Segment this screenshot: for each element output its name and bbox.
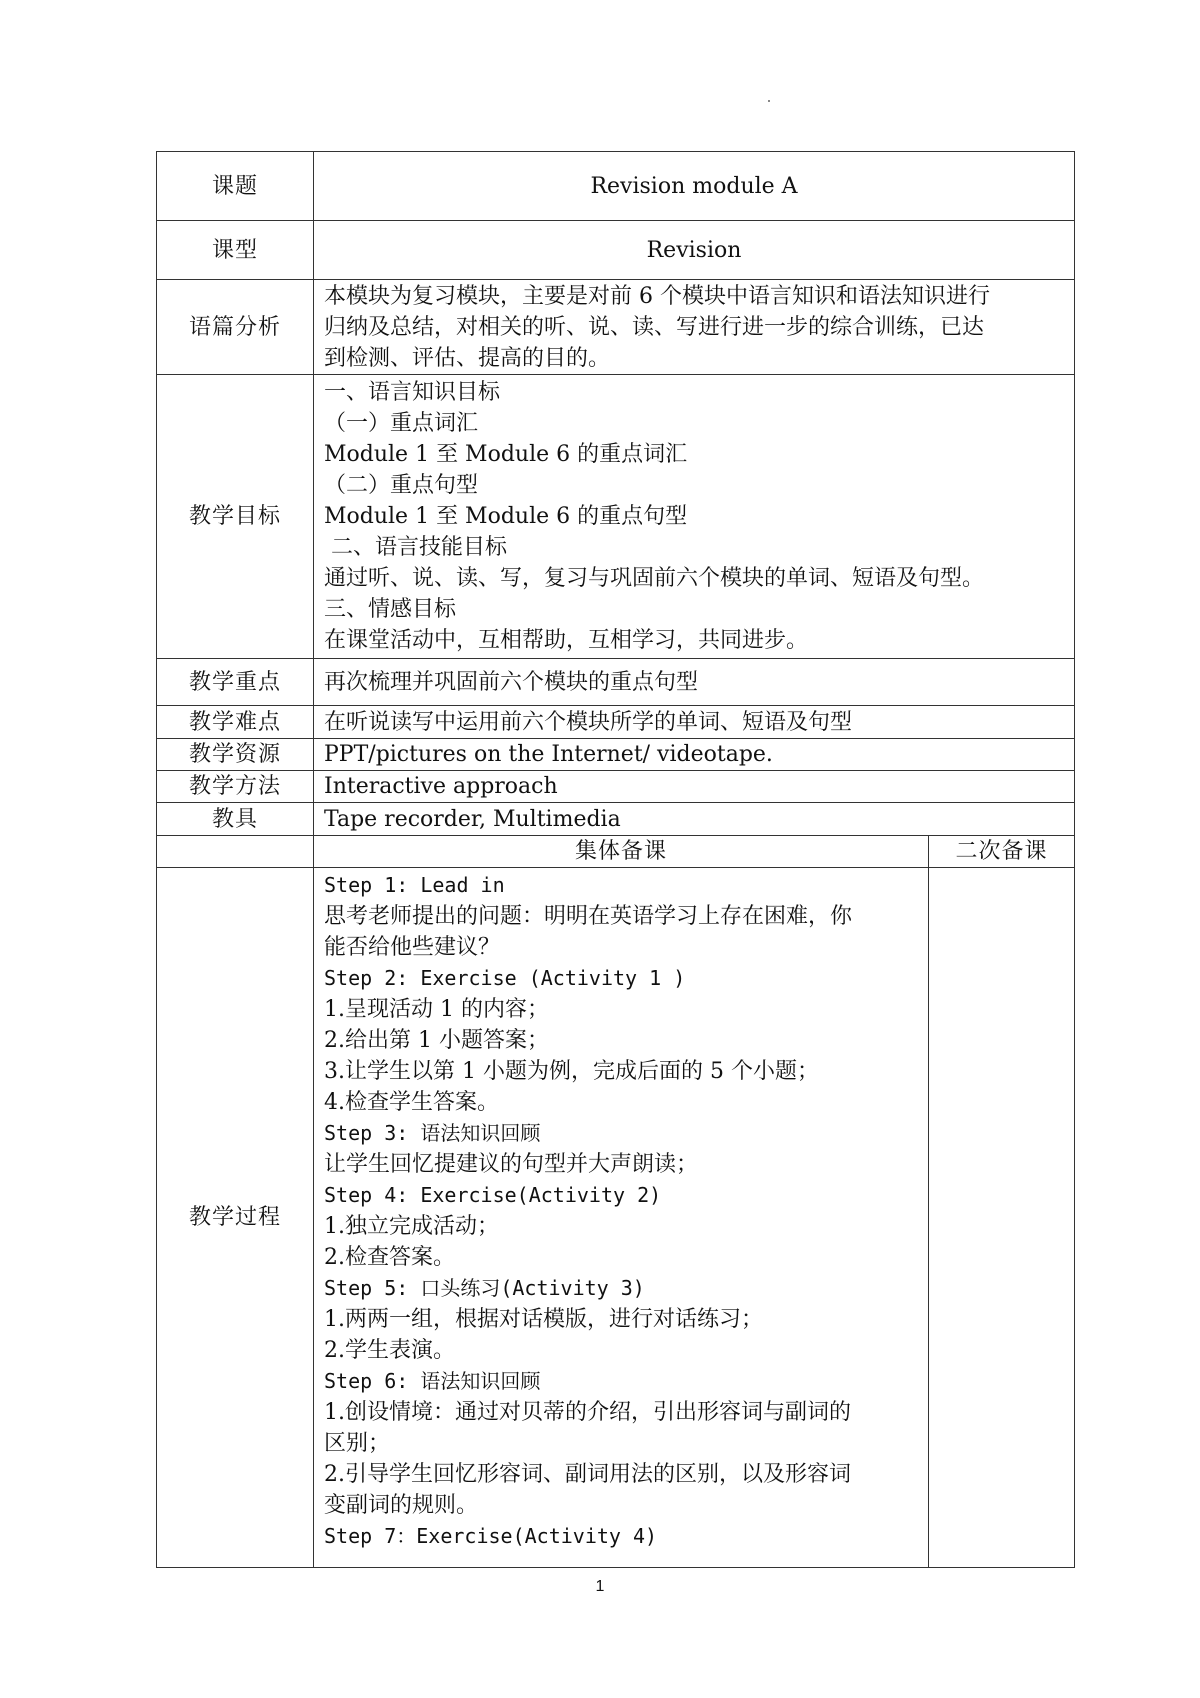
process-line: Step 1: Lead in xyxy=(324,873,505,897)
process-line: Step 3: 语法知识回顾 xyxy=(324,1121,541,1145)
objective-line: Module 1 至 Module 6 的重点词汇 xyxy=(324,442,688,467)
objective-line: 三、情感目标 xyxy=(324,597,457,622)
title-label: 课题 xyxy=(157,152,314,221)
process-line: 1.创设情境：通过对贝蒂的介绍，引出形容词与副词的 xyxy=(324,1400,851,1425)
process-line: 2.给出第 1 小题答案； xyxy=(324,1028,549,1053)
resources-label: 教学资源 xyxy=(157,739,314,771)
objective-line: Module 1 至 Module 6 的重点句型 xyxy=(324,504,688,529)
row-aids xyxy=(157,803,1075,836)
analysis-text xyxy=(314,280,1075,375)
aids-label: 教具 xyxy=(157,803,314,836)
lesson-plan-table xyxy=(156,151,1075,1568)
row-prep-header xyxy=(157,836,1075,868)
key-points-label: 教学重点 xyxy=(157,659,314,706)
analysis-line: 归纳及总结，对相关的听、说、读、写进行进一步的综合训练，已达 xyxy=(324,314,985,340)
process-line: 让学生回忆提建议的句型并大声朗读； xyxy=(324,1152,699,1177)
row-analysis xyxy=(157,280,1075,375)
row-methods xyxy=(157,771,1075,803)
prep-header-blank xyxy=(157,836,314,868)
page-number: 1 xyxy=(595,1578,605,1595)
row-type xyxy=(157,221,1075,280)
difficulties-label: 教学难点 xyxy=(157,706,314,739)
row-title xyxy=(157,152,1075,221)
objectives-text xyxy=(314,375,1075,659)
aids-value: Tape recorder, Multimedia xyxy=(314,803,1075,836)
objectives-label: 教学目标 xyxy=(157,375,314,659)
row-objectives xyxy=(157,375,1075,659)
process-line: 2.学生表演。 xyxy=(324,1338,455,1363)
process-line: Step 2: Exercise (Activity 1 ) xyxy=(324,966,686,990)
secondary-prep-header: 二次备课 xyxy=(929,836,1075,868)
row-difficulties xyxy=(157,706,1075,739)
process-line: Step 6: 语法知识回顾 xyxy=(324,1369,541,1393)
process-line: 区别； xyxy=(324,1431,391,1456)
process-line: 变副词的规则。 xyxy=(324,1493,479,1518)
process-line: 2.引导学生回忆形容词、副词用法的区别，以及形容词 xyxy=(324,1462,851,1487)
process-line: 4.检查学生答案。 xyxy=(324,1090,499,1115)
process-line: 3.让学生以第 1 小题为例，完成后面的 5 个小题； xyxy=(324,1059,819,1084)
resources-value: PPT/pictures on the Internet/ videotape. xyxy=(314,739,1075,771)
secondary-prep-cell xyxy=(929,868,1075,1568)
objective-line: （二）重点句型 xyxy=(324,473,479,498)
process-line: Step 4: Exercise(Activity 2) xyxy=(324,1183,662,1207)
row-key-points xyxy=(157,659,1075,706)
process-line: 2.检查答案。 xyxy=(324,1245,455,1270)
process-label: 教学过程 xyxy=(157,868,314,1568)
difficulties-value: 在听说读写中运用前六个模块所学的单词、短语及句型 xyxy=(314,706,1075,739)
process-line: 1.呈现活动 1 的内容； xyxy=(324,997,549,1022)
process-line: Step 5: 口头练习(Activity 3) xyxy=(324,1276,645,1300)
process-line: 1.两两一组，根据对话模版，进行对话练习； xyxy=(324,1307,763,1332)
objective-line: 通过听、说、读、写，复习与巩固前六个模块的单词、短语及句型。 xyxy=(324,566,985,591)
objective-line: （一）重点词汇 xyxy=(324,411,479,436)
analysis-line: 本模块为复习模块，主要是对前 6 个模块中语言知识和语法知识进行 xyxy=(324,283,990,309)
objective-line: 二、语言技能目标 xyxy=(324,535,507,560)
process-steps xyxy=(314,868,929,1568)
title-value: Revision module A xyxy=(314,152,1075,221)
collective-prep-header: 集体备课 xyxy=(314,836,929,868)
methods-value: Interactive approach xyxy=(314,771,1075,803)
objective-line: 一、语言知识目标 xyxy=(324,380,501,405)
row-process xyxy=(157,868,1075,1568)
process-line: Step 7：Exercise(Activity 4) xyxy=(324,1524,658,1548)
process-line: 1.独立完成活动； xyxy=(324,1214,499,1239)
row-resources xyxy=(157,739,1075,771)
scan-dot xyxy=(768,100,770,102)
key-points-value: 再次梳理并巩固前六个模块的重点句型 xyxy=(314,659,1075,706)
analysis-label: 语篇分析 xyxy=(157,280,314,375)
type-label: 课型 xyxy=(157,221,314,280)
analysis-line: 到检测、评估、提高的目的。 xyxy=(324,345,611,371)
process-line: 能否给他些建议？ xyxy=(324,935,501,960)
objective-line: 在课堂活动中，互相帮助，互相学习，共同进步。 xyxy=(324,628,809,653)
process-line: 思考老师提出的问题：明明在英语学习上存在困难，你 xyxy=(324,904,853,929)
type-value: Revision xyxy=(314,221,1075,280)
methods-label: 教学方法 xyxy=(157,771,314,803)
